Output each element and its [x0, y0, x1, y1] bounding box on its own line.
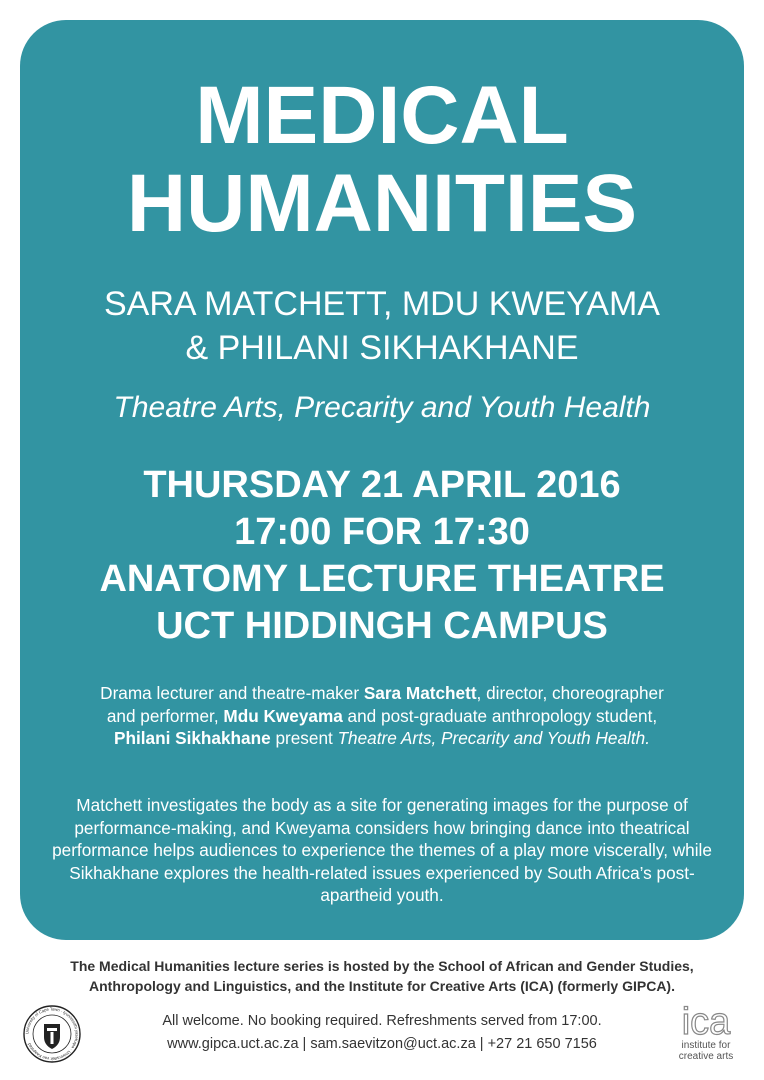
description-paragraph-1: Drama lecturer and theatre-maker Sara Matchett, director, choreographer and performer, Mdu Kweyama and post-graduate anthropology student, Philani Sikhakhane present Theatre Arts, Precarity and Youth Health.	[100, 683, 664, 748]
speaker-name: Sara Matchett	[363, 683, 477, 703]
uct-seal-logo	[22, 1004, 82, 1064]
speakers	[0, 282, 764, 370]
host-statement: The Medical Humanities lecture series is hosted by the School of African and Gender Studies, Anthropology and Linguistics, and the Institute for Creative Arts (ICA) (formerly GIPCA).	[70, 958, 694, 994]
event-venue: ANATOMY LECTURE THEATRE	[99, 558, 665, 600]
speaker-name: Mdu Kweyama	[223, 705, 343, 726]
event-date: THURSDAY 21 APRIL 2016	[143, 464, 621, 506]
ica-mark	[666, 1000, 746, 1040]
svg-text:ica: ica	[681, 1001, 731, 1040]
footer-info	[110, 1010, 654, 1056]
seal-ring-text: University of Cape Town · Iyunivesithi yaseKapa · Universiteit van Kaapstad	[24, 1006, 80, 1062]
ica-caption: institute for creative arts	[678, 1040, 734, 1062]
event-campus: UCT HIDDINGH CAMPUS	[156, 605, 608, 647]
event-details	[0, 462, 764, 650]
speakers-line-2: & PHILANI SIKHAKHANE	[185, 329, 579, 367]
description-paragraph-2: Matchett investigates the body as a site for generating images for the purpose of performance-making, and Kweyama considers how bringing dance into theatrical performance helps audiences to experience the themes of a play more viscerally, while Sikhakhane explores the health-related issues experienced by South Africa’s post-apartheid youth.	[52, 795, 712, 905]
welcome-note: All welcome. No booking required. Refreshments served from 17:00.	[162, 1013, 602, 1029]
poster-title	[0, 72, 764, 248]
talk-title-inline: Theatre Arts, Precarity and Youth Health.	[337, 728, 650, 748]
title-line-1: MEDICAL	[195, 70, 569, 161]
event-time: 17:00 FOR 17:30	[234, 511, 530, 553]
speakers-line-1: SARA MATCHETT, MDU KWEYAMA	[103, 285, 660, 323]
ica-logo	[666, 1000, 746, 1070]
speaker-name: Philani Sikhakhane	[114, 728, 271, 748]
talk-title: Theatre Arts, Precarity and Youth Health	[113, 391, 651, 424]
title-line-2: HUMANITIES	[126, 158, 638, 249]
contact-line: www.gipca.uct.ac.za | sam.saevitzon@uct.ac.za | +27 21 650 7156	[167, 1036, 597, 1052]
